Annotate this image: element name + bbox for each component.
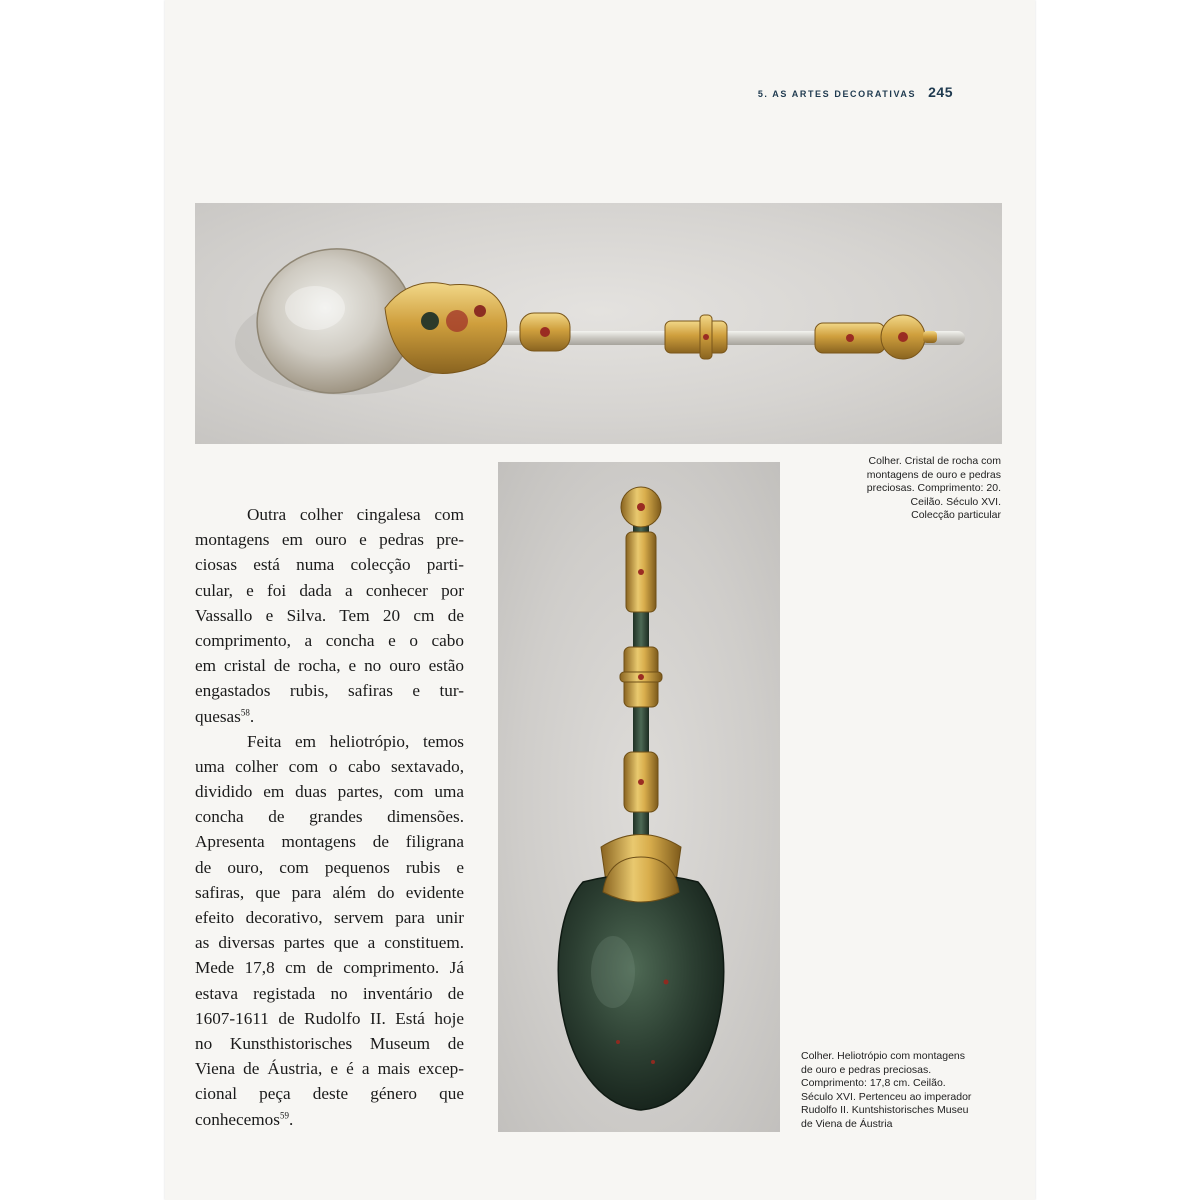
caption-line: Comprimento: 17,8 cm. Ceilão.	[801, 1077, 946, 1089]
rock-crystal-spoon-illustration	[195, 203, 1002, 444]
text-line: no Kunsthistorisches Museum de	[195, 1033, 464, 1053]
page-number: 245	[928, 84, 953, 100]
section-title: 5. AS ARTES DECORATIVAS	[757, 89, 917, 99]
book-page	[165, 0, 1035, 1200]
heliotrope-spoon-photo	[498, 462, 780, 1132]
footnote-marker[interactable]: 59	[279, 1109, 289, 1120]
text-line: ciosas está numa colecção parti-	[195, 555, 464, 575]
caption-line: de Viena de Áustria	[801, 1117, 893, 1130]
text-line: Vassallo e Silva. Tem 20 cm de	[195, 605, 464, 625]
text-line: uma colher com o cabo sextavado,	[195, 756, 464, 776]
text-line: Outra colher cingalesa com	[247, 505, 464, 524]
text-line: de ouro, com pequenos rubis e	[195, 857, 464, 877]
text-line: Mede 17,8 cm de comprimento. Já	[195, 958, 464, 978]
caption-line: montagens de ouro e pedras	[866, 468, 1001, 481]
text-line: em cristal de rocha, e no ouro estão	[195, 656, 464, 676]
caption-line: de ouro e pedras preciosas.	[801, 1063, 932, 1076]
text-line: 1607-1611 de Rudolfo II. Está hoje	[195, 1008, 464, 1028]
caption-line: Colher. Cristal de rocha com	[868, 455, 1001, 467]
caption-line: preciosas. Comprimento: 20.	[866, 482, 1001, 494]
text-fragment: conhecemos	[195, 1109, 280, 1129]
text-line: montagens em ouro e pedras pre-	[195, 530, 464, 550]
text-line: cular, e foi dada a conhecer por	[195, 580, 464, 600]
text-line: Feita em heliotrópio, temos	[247, 731, 464, 751]
caption-line: Rudolfo II. Kuntshistorisches Museu	[801, 1104, 969, 1116]
text-line: engastados rubis, safiras e tur-	[195, 681, 464, 701]
text-line: concha de grandes dimensões.	[195, 807, 464, 827]
running-header	[758, 84, 953, 100]
caption-line: Ceilão. Século XVI.	[910, 495, 1001, 508]
text-line: estava registada no inventário de	[195, 983, 464, 1003]
text-line: as diversas partes que a constituem.	[195, 933, 464, 953]
text-line: dividido em duas partes, com uma	[195, 782, 464, 802]
text-line: safiras, que para além do evidente	[195, 882, 464, 902]
rock-crystal-spoon-photo	[195, 203, 1002, 444]
text-fragment: .	[288, 1109, 294, 1129]
text-fragment: .	[249, 706, 255, 726]
footnote-marker[interactable]: 58	[240, 706, 250, 717]
text-line	[195, 704, 464, 729]
body-text	[195, 502, 464, 1132]
text-line: Viena de Áustria, e é a mais excep-	[195, 1059, 464, 1079]
text-fragment: quesas	[195, 706, 241, 726]
heliotrope-spoon-illustration	[498, 462, 780, 1132]
text-line	[195, 1107, 464, 1132]
caption-line: Colecção particular	[911, 509, 1001, 521]
text-line: Apresenta montagens de filigrana	[195, 832, 464, 852]
rock-crystal-spoon-caption	[867, 455, 1001, 523]
caption-line: Século XVI. Pertenceu ao imperador	[801, 1090, 972, 1103]
caption-line: Colher. Heliotrópio com montagens	[801, 1050, 966, 1062]
heliotrope-spoon-caption	[801, 1050, 971, 1131]
text-line: efeito decorativo, servem para unir	[195, 908, 464, 927]
text-line: cional peça deste género que	[195, 1084, 464, 1104]
text-line: comprimento, a concha e o cabo	[195, 630, 464, 650]
